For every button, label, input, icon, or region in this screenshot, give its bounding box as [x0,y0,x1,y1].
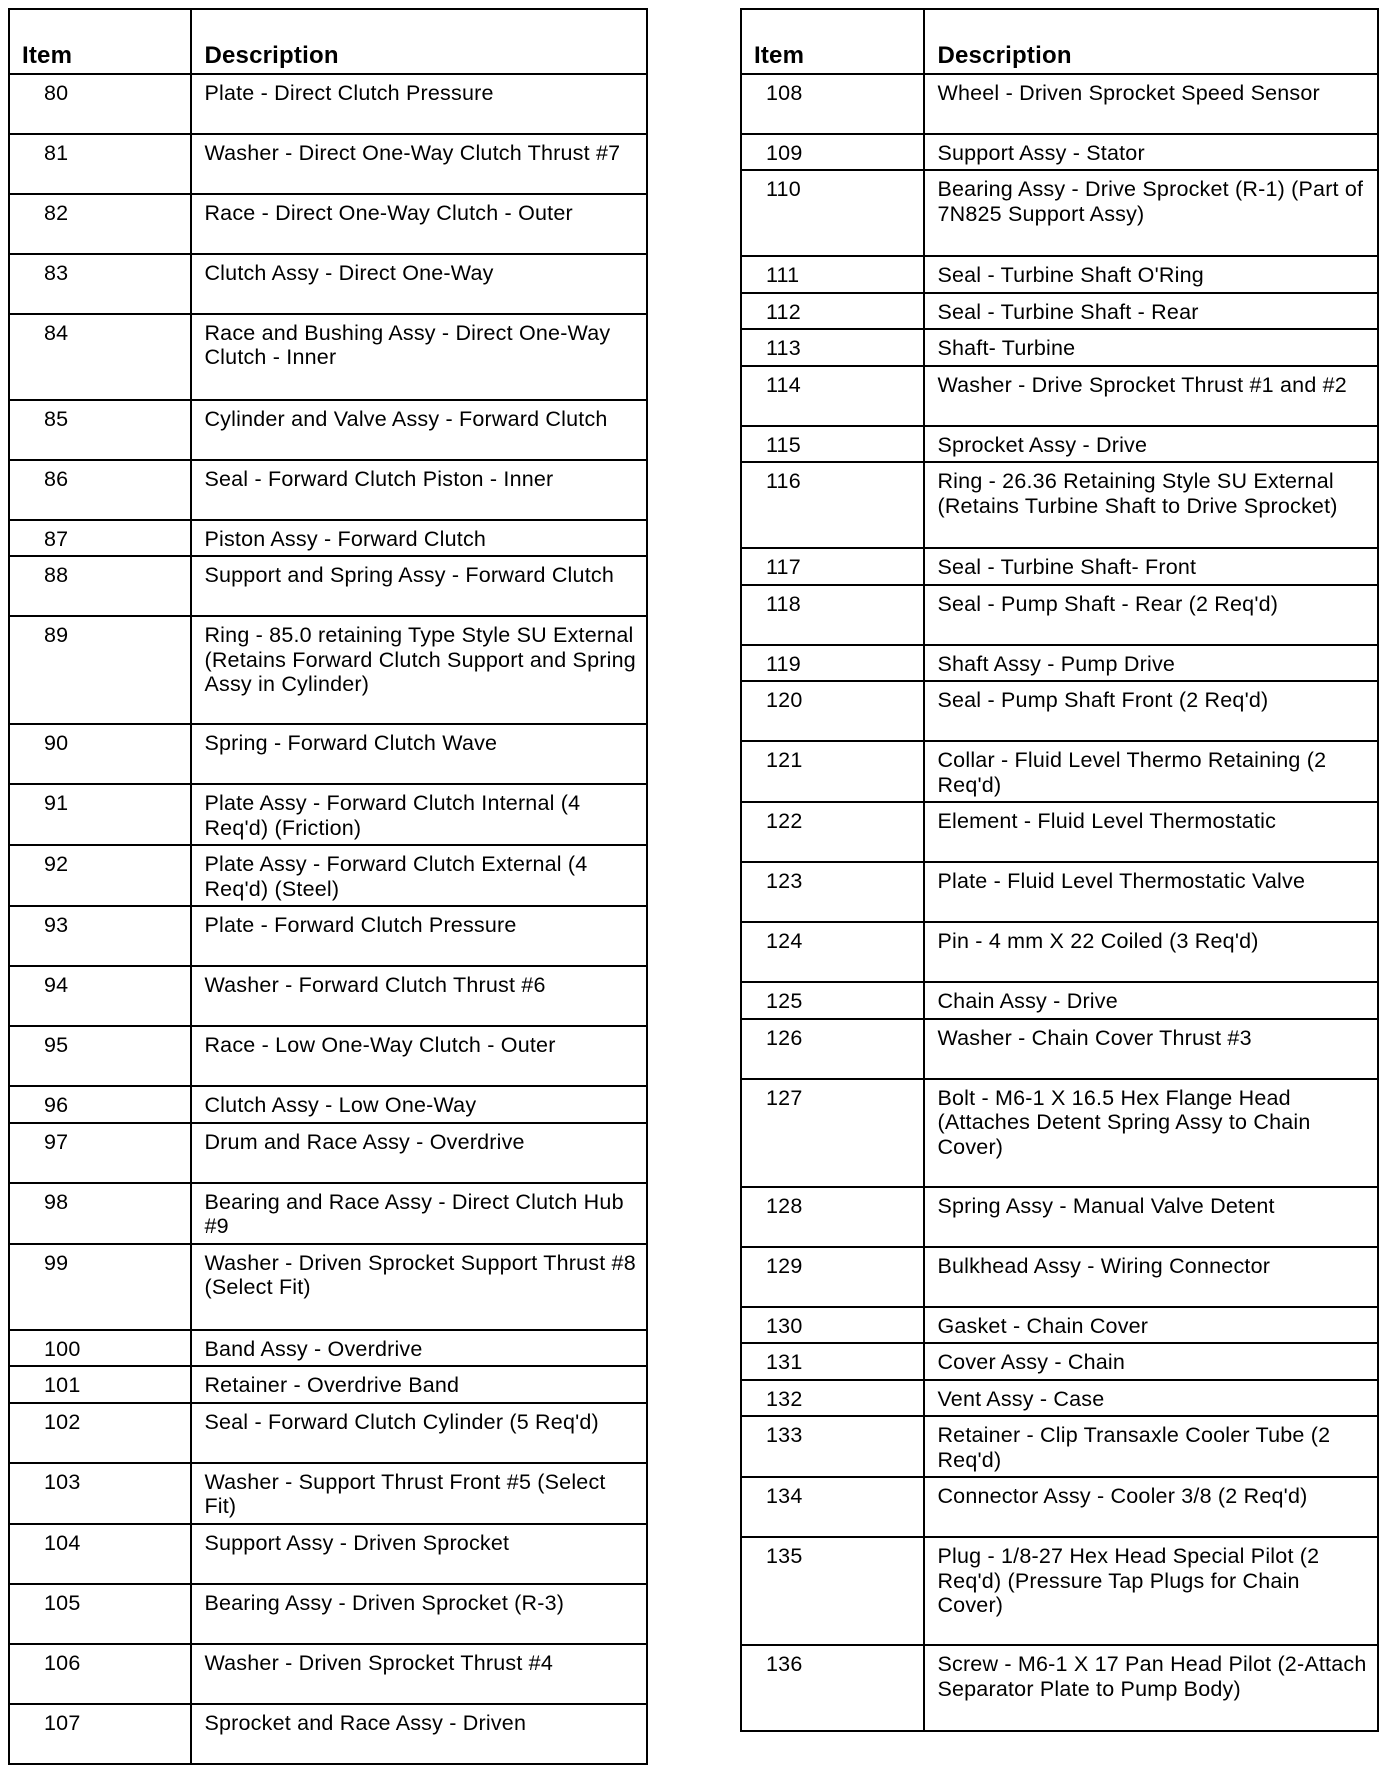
item-column-header: Item [9,9,191,74]
item-number-cell: 126 [741,1019,924,1079]
table-row [741,170,1378,256]
table-row [741,862,1378,922]
description-cell: Drum and Race Assy - Overdrive [191,1123,647,1183]
item-number-cell: 122 [741,802,924,862]
table-row [9,314,647,400]
table-row [741,134,1378,171]
table-row [741,1307,1378,1344]
table-row [741,426,1378,463]
item-number-cell: 88 [9,556,191,616]
table-row [741,74,1378,134]
table-row [741,329,1378,366]
description-cell: Seal - Forward Clutch Cylinder (5 Req'd) [191,1403,647,1463]
description-cell: Collar - Fluid Level Thermo Retaining (2 Req'd) [924,741,1378,802]
table-row [741,741,1378,802]
description-cell: Clutch Assy - Direct One-Way [191,254,647,314]
item-number-cell: 93 [9,906,191,966]
item-number-cell: 81 [9,134,191,194]
table-row [9,1366,647,1403]
item-number-cell: 120 [741,681,924,741]
item-number-cell: 110 [741,170,924,256]
description-cell: Seal - Turbine Shaft O'Ring [924,256,1378,293]
table-row [741,548,1378,585]
item-number-cell: 116 [741,462,924,548]
table-row [9,520,647,557]
description-cell: Sprocket and Race Assy - Driven [191,1704,647,1764]
description-cell: Seal - Pump Shaft Front (2 Req'd) [924,681,1378,741]
description-cell: Washer - Driven Sprocket Support Thrust #8 (Select Fit) [191,1244,647,1330]
parts-table-left [8,8,648,1765]
item-number-cell: 82 [9,194,191,254]
table-row [9,1644,647,1704]
table-row [741,1247,1378,1307]
description-cell: Plug - 1/8-27 Hex Head Special Pilot (2 Req'd) (Pressure Tap Plugs for Chain Cover) [924,1537,1378,1645]
item-number-cell: 97 [9,1123,191,1183]
item-number-cell: 121 [741,741,924,802]
table-header-row [741,9,1378,74]
table-row [741,922,1378,982]
item-number-cell: 94 [9,966,191,1026]
item-number-cell: 83 [9,254,191,314]
table-row [741,585,1378,645]
item-number-cell: 86 [9,460,191,520]
item-number-cell: 95 [9,1026,191,1086]
table-row [741,1343,1378,1380]
description-cell: Plate - Forward Clutch Pressure [191,906,647,966]
description-column-header: Description [191,9,647,74]
item-number-cell: 80 [9,74,191,134]
item-number-cell: 131 [741,1343,924,1380]
item-number-cell: 91 [9,784,191,845]
item-number-cell: 103 [9,1463,191,1524]
description-cell: Sprocket Assy - Drive [924,426,1378,463]
table-row [741,1079,1378,1187]
parts-table-right [740,8,1379,1732]
table-row [9,1704,647,1764]
item-number-cell: 90 [9,724,191,784]
table-row [9,1524,647,1584]
description-cell: Chain Assy - Drive [924,982,1378,1019]
description-cell: Cylinder and Valve Assy - Forward Clutch [191,400,647,460]
item-number-cell: 125 [741,982,924,1019]
table-row [9,1330,647,1367]
table-row [9,906,647,966]
table-header-row [9,9,647,74]
description-cell: Washer - Direct One-Way Clutch Thrust #7 [191,134,647,194]
description-cell: Seal - Forward Clutch Piston - Inner [191,460,647,520]
item-number-cell: 108 [741,74,924,134]
description-cell: Spring Assy - Manual Valve Detent [924,1187,1378,1247]
description-cell: Support Assy - Stator [924,134,1378,171]
description-cell: Bearing Assy - Driven Sprocket (R-3) [191,1584,647,1644]
description-cell: Bearing Assy - Drive Sprocket (R-1) (Part of 7N825 Support Assy) [924,170,1378,256]
table-row [9,254,647,314]
item-number-cell: 133 [741,1416,924,1477]
item-number-cell: 130 [741,1307,924,1344]
item-number-cell: 132 [741,1380,924,1417]
table-row [9,966,647,1026]
table-row [741,645,1378,682]
table-row [741,1416,1378,1477]
item-number-cell: 101 [9,1366,191,1403]
item-number-cell: 98 [9,1183,191,1244]
table-row [741,802,1378,862]
item-number-cell: 129 [741,1247,924,1307]
table-row [741,681,1378,741]
table-row [741,366,1378,426]
item-number-cell: 117 [741,548,924,585]
description-cell: Gasket - Chain Cover [924,1307,1378,1344]
description-cell: Race - Low One-Way Clutch - Outer [191,1026,647,1086]
table-row [741,1187,1378,1247]
table-row [9,134,647,194]
item-number-cell: 113 [741,329,924,366]
table-row [9,74,647,134]
description-cell: Retainer - Overdrive Band [191,1366,647,1403]
description-cell: Bolt - M6-1 X 16.5 Hex Flange Head (Attaches Detent Spring Assy to Chain Cover) [924,1079,1378,1187]
description-cell: Support and Spring Assy - Forward Clutch [191,556,647,616]
table-row [9,1123,647,1183]
item-number-cell: 118 [741,585,924,645]
description-cell: Piston Assy - Forward Clutch [191,520,647,557]
item-number-cell: 112 [741,293,924,330]
item-number-cell: 114 [741,366,924,426]
description-cell: Ring - 85.0 retaining Type Style SU External (Retains Forward Clutch Support and Spring Assy in Cylinder) [191,616,647,724]
item-number-cell: 87 [9,520,191,557]
description-cell: Plate Assy - Forward Clutch External (4 Req'd) (Steel) [191,845,647,906]
item-number-cell: 135 [741,1537,924,1645]
description-cell: Element - Fluid Level Thermostatic [924,802,1378,862]
item-number-cell: 102 [9,1403,191,1463]
item-number-cell: 134 [741,1477,924,1537]
item-number-cell: 115 [741,426,924,463]
description-cell: Seal - Pump Shaft - Rear (2 Req'd) [924,585,1378,645]
description-cell: Shaft- Turbine [924,329,1378,366]
description-cell: Clutch Assy - Low One-Way [191,1086,647,1123]
description-cell: Race - Direct One-Way Clutch - Outer [191,194,647,254]
description-cell: Washer - Forward Clutch Thrust #6 [191,966,647,1026]
parts-list-left [9,74,647,1764]
table-row [9,460,647,520]
table-row [9,845,647,906]
description-cell: Band Assy - Overdrive [191,1330,647,1367]
table-row [9,724,647,784]
table-row [741,1019,1378,1079]
description-cell: Seal - Turbine Shaft - Rear [924,293,1378,330]
description-cell: Washer - Drive Sprocket Thrust #1 and #2 [924,366,1378,426]
table-row [741,293,1378,330]
description-cell: Support Assy - Driven Sprocket [191,1524,647,1584]
table-row [9,194,647,254]
item-number-cell: 92 [9,845,191,906]
item-number-cell: 96 [9,1086,191,1123]
table-row [741,1645,1378,1731]
description-cell: Washer - Support Thrust Front #5 (Select Fit) [191,1463,647,1524]
description-cell: Cover Assy - Chain [924,1343,1378,1380]
item-number-cell: 99 [9,1244,191,1330]
table-row [9,1584,647,1644]
item-number-cell: 119 [741,645,924,682]
table-row [741,1537,1378,1645]
description-cell: Pin - 4 mm X 22 Coiled (3 Req'd) [924,922,1378,982]
table-row [9,1244,647,1330]
table-row [9,556,647,616]
item-number-cell: 89 [9,616,191,724]
item-number-cell: 136 [741,1645,924,1731]
description-cell: Screw - M6-1 X 17 Pan Head Pilot (2-Attach Separator Plate to Pump Body) [924,1645,1378,1731]
item-number-cell: 124 [741,922,924,982]
description-cell: Shaft Assy - Pump Drive [924,645,1378,682]
table-row [741,1380,1378,1417]
table-row [9,1403,647,1463]
description-column-header: Description [924,9,1378,74]
table-row [9,616,647,724]
item-number-cell: 104 [9,1524,191,1584]
table-row [741,462,1378,548]
description-cell: Plate Assy - Forward Clutch Internal (4 Req'd) (Friction) [191,784,647,845]
description-cell: Plate - Direct Clutch Pressure [191,74,647,134]
table-row [741,256,1378,293]
item-number-cell: 107 [9,1704,191,1764]
table-row [741,982,1378,1019]
description-cell: Retainer - Clip Transaxle Cooler Tube (2 Req'd) [924,1416,1378,1477]
description-cell: Ring - 26.36 Retaining Style SU External (Retains Turbine Shaft to Drive Sprocket) [924,462,1378,548]
description-cell: Bearing and Race Assy - Direct Clutch Hub #9 [191,1183,647,1244]
item-number-cell: 84 [9,314,191,400]
description-cell: Vent Assy - Case [924,1380,1378,1417]
description-cell: Plate - Fluid Level Thermostatic Valve [924,862,1378,922]
item-number-cell: 111 [741,256,924,293]
description-cell: Wheel - Driven Sprocket Speed Sensor [924,74,1378,134]
description-cell: Bulkhead Assy - Wiring Connector [924,1247,1378,1307]
table-row [9,1183,647,1244]
description-cell: Seal - Turbine Shaft- Front [924,548,1378,585]
item-number-cell: 127 [741,1079,924,1187]
table-row [9,400,647,460]
table-row [9,1026,647,1086]
item-number-cell: 128 [741,1187,924,1247]
description-cell: Connector Assy - Cooler 3/8 (2 Req'd) [924,1477,1378,1537]
description-cell: Washer - Driven Sprocket Thrust #4 [191,1644,647,1704]
table-row [9,1086,647,1123]
item-number-cell: 106 [9,1644,191,1704]
table-row [741,1477,1378,1537]
item-number-cell: 109 [741,134,924,171]
parts-list-right [741,74,1378,1732]
item-number-cell: 100 [9,1330,191,1367]
description-cell: Race and Bushing Assy - Direct One-Way Clutch - Inner [191,314,647,400]
item-number-cell: 85 [9,400,191,460]
table-row [9,784,647,845]
description-cell: Spring - Forward Clutch Wave [191,724,647,784]
table-row [9,1463,647,1524]
item-number-cell: 123 [741,862,924,922]
item-column-header: Item [741,9,924,74]
item-number-cell: 105 [9,1584,191,1644]
description-cell: Washer - Chain Cover Thrust #3 [924,1019,1378,1079]
